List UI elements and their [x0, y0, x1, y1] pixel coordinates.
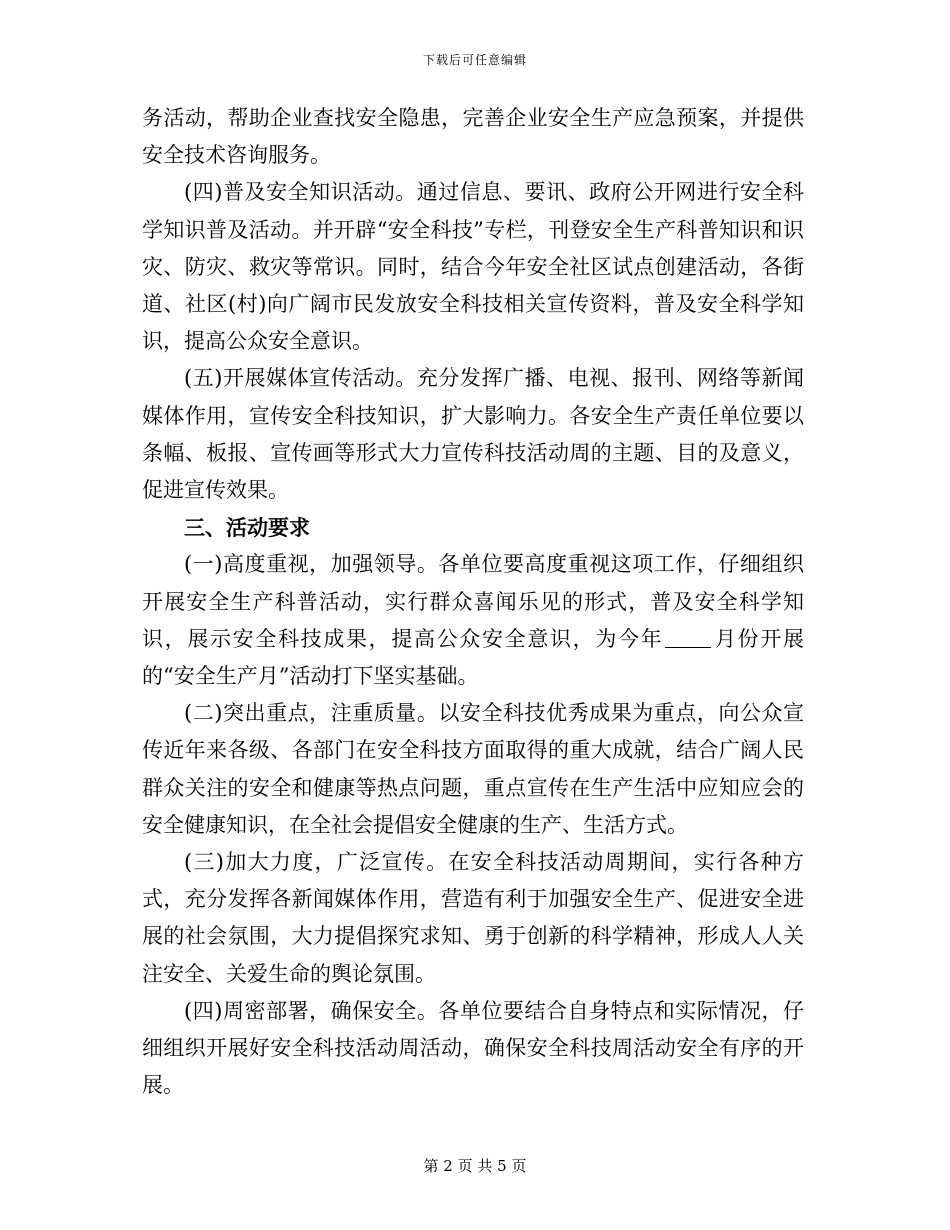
- paragraph-leadership: [142, 546, 804, 695]
- month-blank-line: [665, 627, 711, 648]
- paragraph-deployment: (四)周密部署，确保安全。各单位要结合自身特点和实际情况，仔细组织开展好安全科技活动周活动，确保安全科技周活动安全有序的开展。: [142, 998, 804, 1098]
- paragraph-leadership-text-after: 月份开展的“安全生产月”活动打下坚实基础。: [142, 626, 805, 689]
- section-heading: 三、活动要求: [184, 515, 310, 541]
- page-header: 下载后可任意编辑: [422, 53, 527, 67]
- paragraph-knowledge-popularization: (四)普及安全知识活动。通过信息、要讯、政府公开网进行安全科学知识普及活动。并开辟“安全科技”专栏，刊登安全生产科普知识和识灾、防灾、救灾等常识。同时，结合今年安全社区试点创建活动，各街道、社区(村)向广阔市民发放安全科技相关宣传资料，普及安全科学知识，提高公众安全意识。: [142, 180, 804, 354]
- paragraph-quality: (二)突出重点，注重质量。以安全科技优秀成果为重点，向公众宣传近年来各级、各部门在安全科技方面取得的重大成就，结合广阔人民群众关注的安全和健康等热点问题，重点宣传在生产生活中应知应会的安全健康知识，在全社会提倡安全健康的生产、生活方式。: [142, 701, 804, 837]
- page-number: 第 2 页 共 5 页: [423, 1157, 527, 1175]
- paragraph-leadership-text-before: (一)高度重视，加强领导。各单位要高度重视这项工作，仔细组织开展安全生产科普活动，实行群众喜闻乐见的形式，普及安全科学知识，展示安全科技成果，提高公众安全意识，为今年: [142, 552, 804, 651]
- paragraph-media-publicity: (五)开展媒体宣传活动。充分发挥广播、电视、报刊、网络等新闻媒体作用，宣传安全科技知识，扩大影响力。各安全生产责任单位要以条幅、板报、宣传画等形式大力宣传科技活动周的主题、目的及意义，促进宣传效果。: [142, 366, 804, 503]
- paragraph-publicity: (三)加大力度，广泛宣传。在安全科技活动周期间，实行各种方式，充分发挥各新闻媒体作用，营造有利于加强安全生产、促进安全进展的社会氛围，大力提倡探究求知、勇于创新的科学精神，形成人人关注安全、关爱生命的舆论氛围。: [142, 850, 804, 986]
- document-body: [142, 100, 804, 1104]
- paragraph-continued: 务活动，帮助企业查找安全隐患，完善企业安全生产应急预案，并提供安全技术咨询服务。: [142, 106, 804, 168]
